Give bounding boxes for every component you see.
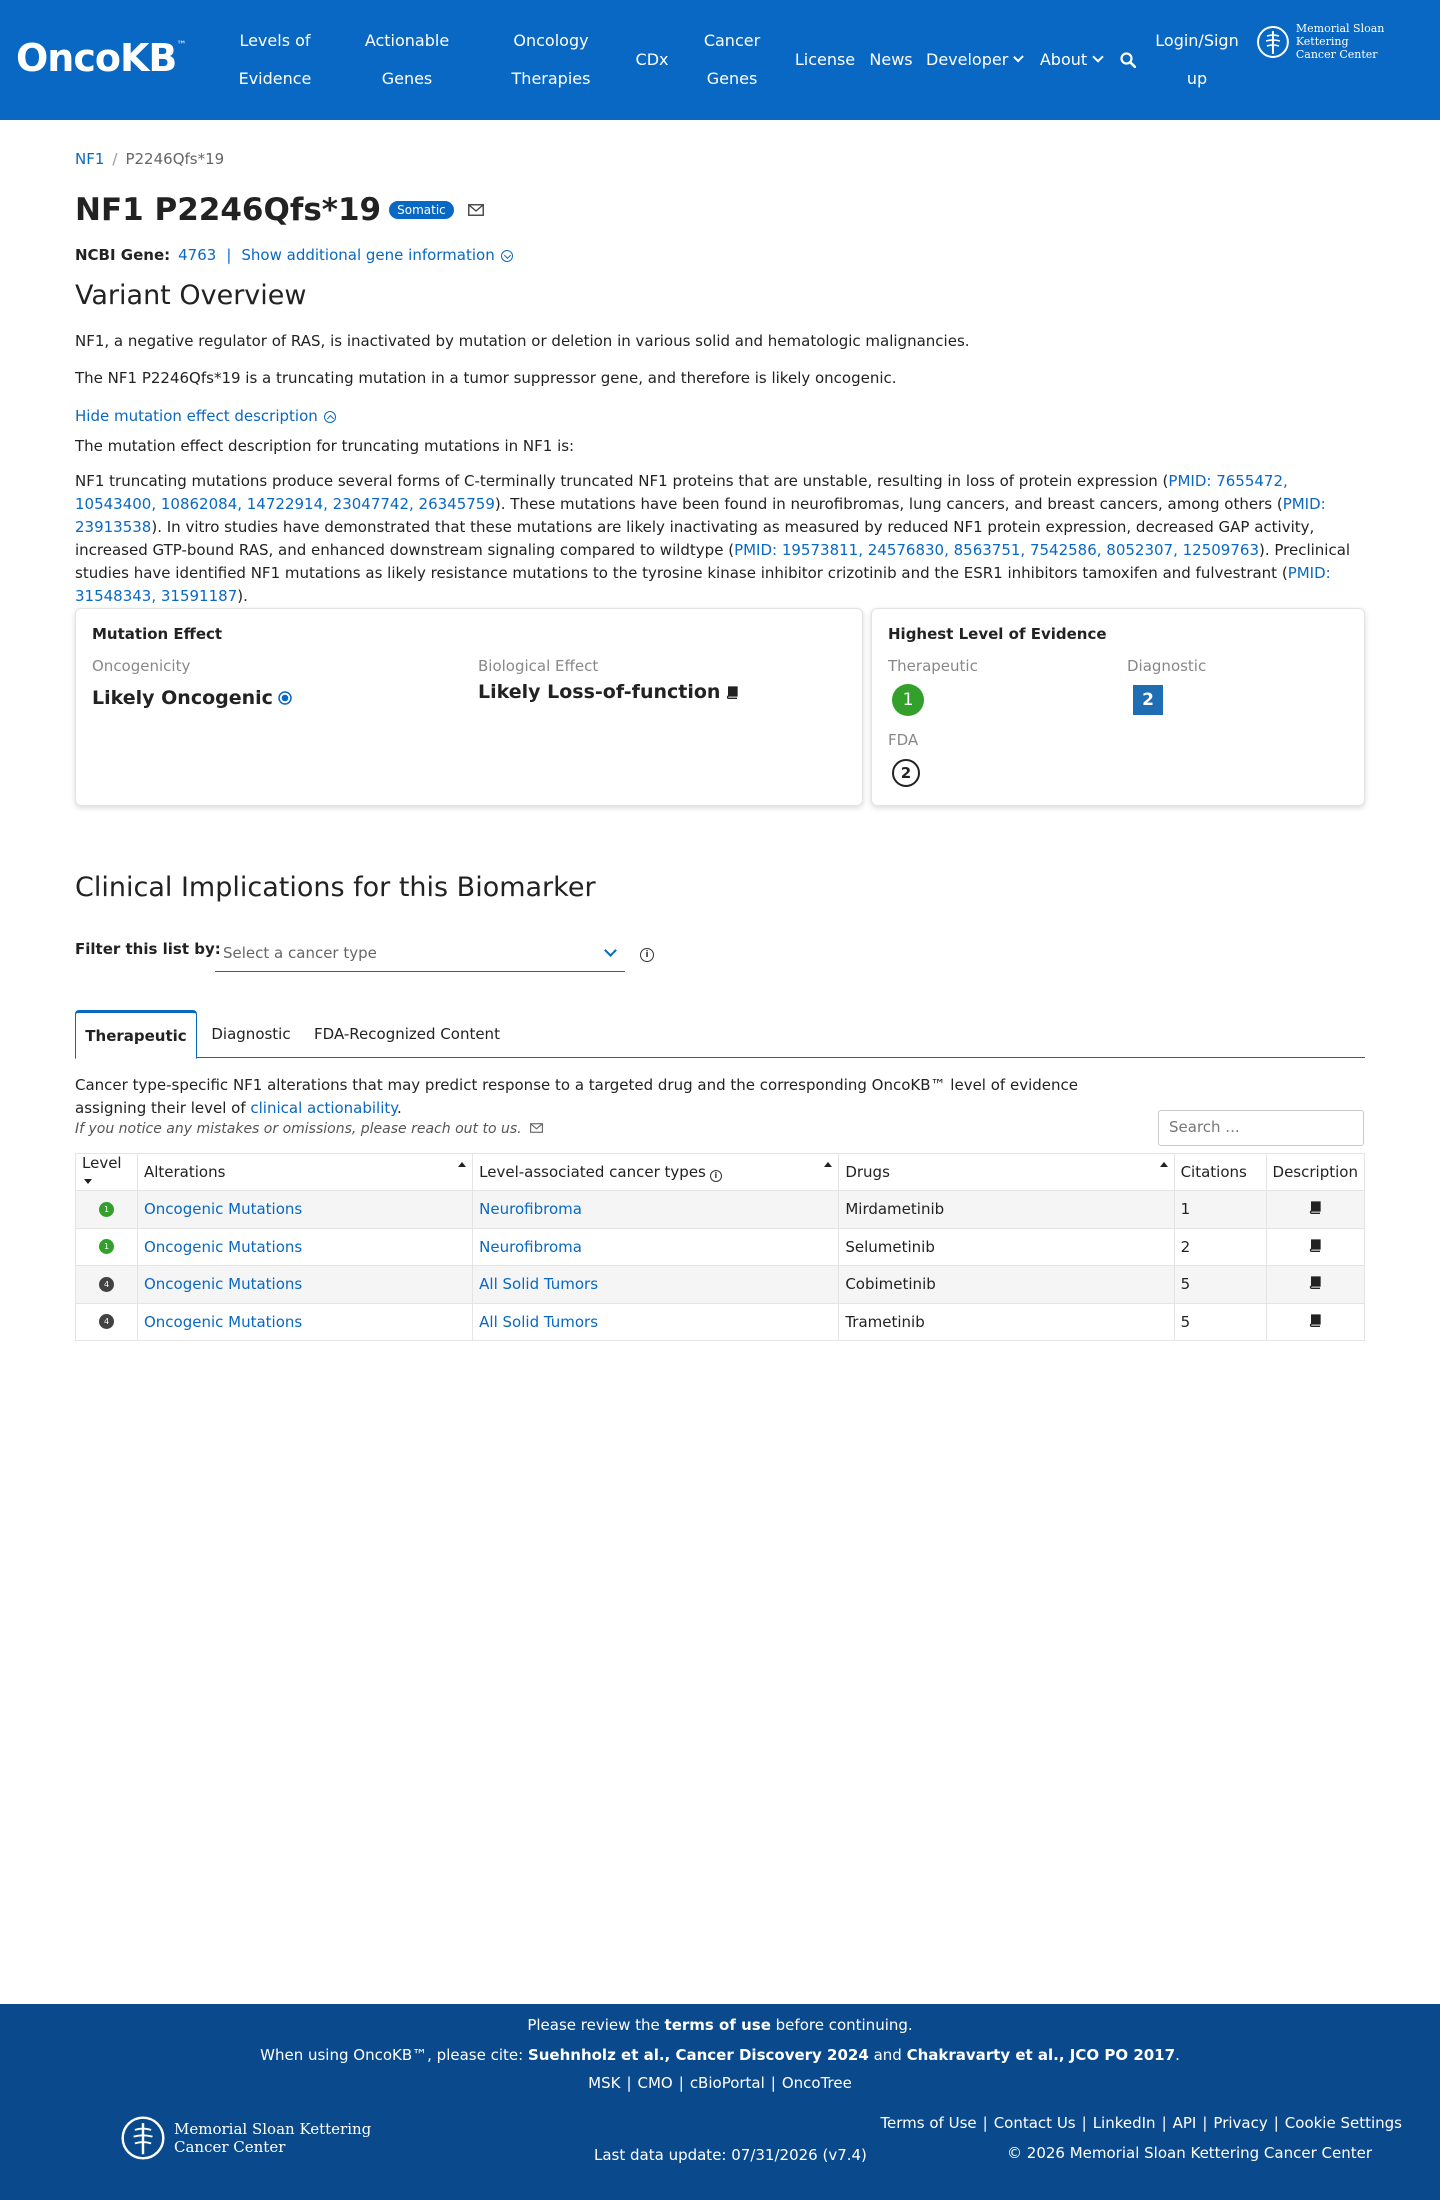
level-4-icon[interactable]: 4: [99, 1314, 114, 1329]
nav-label: Therapies: [511, 69, 591, 88]
oncogenicity-text: Likely Oncogenic: [92, 687, 273, 709]
cancer-type-cell: [473, 1228, 839, 1266]
citations-cell[interactable]: 5: [1174, 1266, 1266, 1304]
table-row[interactable]: [76, 1228, 1365, 1266]
toggle-label: Show additional gene information: [241, 246, 495, 264]
oncogenic-summary: The NF1 P2246Qfs*19 is a truncating mutation in a tumor suppressor gene, and therefore is likely oncogenic.: [75, 369, 897, 387]
nav-label: License: [794, 50, 856, 69]
tab-fda-recognized[interactable]: FDA-Recognized Content: [314, 1025, 500, 1043]
msk-text: Memorial Sloan Kettering: [1295, 22, 1385, 48]
drug-cell: Cobimetinib: [839, 1266, 1174, 1304]
oncogenicity-value: [92, 687, 292, 709]
sort-asc-icon: [1160, 1162, 1168, 1167]
separator: |: [770, 2074, 776, 2092]
chevron-down-icon: [1092, 51, 1103, 62]
level-1-icon[interactable]: 1: [99, 1239, 114, 1254]
footer: [0, 2004, 1440, 2200]
sort-asc-icon: [824, 1162, 832, 1167]
alteration-link[interactable]: Oncogenic Mutations: [143, 1237, 303, 1256]
nav-label: Cancer: [703, 31, 761, 50]
msk-link[interactable]: MSK: [588, 2074, 621, 2092]
footer-right-links: [880, 2114, 1402, 2132]
logo-text: OncoKB: [16, 36, 177, 80]
nav-label: News: [869, 50, 913, 69]
description-text: ). In vitro studies have demonstrated that these mutations are likely inactivating as measured by reduced NF1 protein expression, decreased GAP activity, increased GTP-bound RAS, and enhanced downstream signaling compared to wildtype (: [75, 518, 1315, 559]
pmid-link[interactable]: PMID: 7655472, 10543400, 10862084, 14722914, 23047742, 26345759: [75, 472, 1288, 513]
cancer-type-link[interactable]: All Solid Tumors: [479, 1275, 599, 1294]
level-cell: [76, 1266, 138, 1304]
citation-link[interactable]: Chakravarty et al., JCO PO 2017: [906, 2046, 1176, 2064]
somatic-badge: Somatic: [389, 201, 454, 219]
mail-icon[interactable]: [530, 1123, 543, 1133]
cookie-settings-link[interactable]: Cookie Settings: [1284, 2114, 1402, 2132]
variant-overview-heading: Variant Overview: [75, 280, 307, 311]
citation-link[interactable]: Suehnholz et al., Cancer Discovery 2024: [527, 2046, 869, 2064]
cancer-type-link[interactable]: Neurofibroma: [479, 1200, 582, 1219]
last-update-text: Last data update: 07/31/2026 (v7.4): [594, 2146, 867, 2164]
highest-level-evidence-card: [871, 608, 1365, 806]
biological-effect-label: Biological Effect: [478, 657, 599, 675]
footer-text: before continuing.: [770, 2016, 913, 2034]
citation-notice: [0, 2046, 1440, 2064]
description-text: assigning their level of: [75, 1099, 251, 1117]
nav-levels-of-evidence[interactable]: [220, 0, 330, 120]
nav-label: About: [1039, 50, 1088, 69]
chevron-circle-up-icon: [324, 411, 336, 423]
nav-actionable-genes[interactable]: [352, 0, 462, 120]
drug-cell: Trametinib: [839, 1303, 1174, 1341]
breadcrumb: [75, 150, 224, 168]
nav-label: Evidence: [238, 69, 312, 88]
nav-cdx[interactable]: [626, 0, 678, 120]
description-text: NF1 truncating mutations produce several forms of C-terminally truncated NF1 proteins that are unstable, resulting in loss of protein expression (: [75, 472, 1169, 490]
api-link[interactable]: API: [1172, 2114, 1197, 2132]
diagnostic-level-2-icon: 2: [1133, 685, 1163, 715]
column-drugs[interactable]: [839, 1154, 1174, 1191]
fda-level-badge[interactable]: [892, 759, 920, 787]
oncokb-logo[interactable]: [16, 36, 185, 80]
logo-tm: ™: [176, 40, 186, 51]
pmid-link[interactable]: PMID: 31548343, 31591187: [75, 564, 1331, 605]
description-cell: [1266, 1228, 1364, 1266]
separator: |: [1273, 2114, 1279, 2132]
diagnostic-label: Diagnostic: [1127, 657, 1207, 675]
mutation-effect-intro: The mutation effect description for truncating mutations in NF1 is:: [75, 437, 575, 455]
separator: |: [226, 246, 232, 264]
separator: |: [626, 2074, 632, 2092]
sort-asc-icon: [458, 1162, 466, 1167]
alteration-link[interactable]: Oncogenic Mutations: [143, 1275, 303, 1294]
tab-therapeutic[interactable]: Therapeutic: [75, 1010, 197, 1059]
chevron-down-icon: [1013, 52, 1023, 62]
nav-label: Genes: [381, 69, 433, 88]
msk-text: Memorial Sloan Kettering: [174, 2120, 372, 2138]
description-cell: [1266, 1303, 1364, 1341]
alteration-cell: [137, 1266, 472, 1304]
filter-label: Filter this list by:: [75, 940, 221, 958]
privacy-link[interactable]: Privacy: [1213, 2114, 1268, 2132]
card-title: Mutation Effect: [92, 625, 223, 643]
contact-link[interactable]: Contact Us: [993, 2114, 1076, 2132]
ncbi-gene-link[interactable]: 4763: [178, 246, 217, 264]
cancer-type-link[interactable]: All Solid Tumors: [479, 1312, 599, 1331]
therapeutic-description: [75, 1074, 1125, 1120]
biological-effect-value: [478, 681, 738, 703]
msk-text: Cancer Center: [1295, 48, 1378, 61]
diagnostic-level-badge[interactable]: [1133, 685, 1163, 715]
sort-desc-icon: [84, 1179, 92, 1184]
book-icon[interactable]: [726, 686, 738, 699]
card-title: Highest Level of Evidence: [888, 625, 1107, 643]
implications-table: [75, 1153, 1365, 1341]
clinical-implications-heading: Clinical Implications for this Biomarker: [75, 872, 596, 903]
info-icon[interactable]: i: [710, 1170, 722, 1182]
tab-diagnostic[interactable]: Diagnostic: [211, 1025, 291, 1043]
level-cell: [76, 1191, 138, 1229]
ncbi-gene-row: [75, 246, 513, 264]
fda-level-2-icon: 2: [892, 759, 920, 787]
description-text: ). Preclinical studies have identified NF1 mutations as likely resistance mutations to the tyrosine kinase inhibitor crizotinib and the ESR1 inhibitors tamoxifen and fulvestrant (: [75, 541, 1351, 582]
separator: |: [1161, 2114, 1167, 2132]
column-label: Description: [1272, 1163, 1358, 1181]
nav-developer[interactable]: [926, 0, 1022, 120]
fda-label: FDA: [888, 731, 919, 749]
citations-cell[interactable]: 1: [1174, 1191, 1266, 1229]
nav-label: up: [1186, 69, 1208, 88]
description-text: ). These mutations have been found in neurofibromas, lung cancers, and breast cancers, among others (: [494, 495, 1283, 513]
nav-cancer-genes[interactable]: [700, 0, 764, 120]
separator: |: [1081, 2114, 1087, 2132]
terms-of-use-link[interactable]: terms of use: [664, 2016, 771, 2034]
column-citations[interactable]: [1174, 1154, 1266, 1191]
page-title: NF1 P2246Qfs*19: [75, 192, 382, 228]
footer-text: and: [868, 2046, 907, 2064]
chevron-circle-down-icon: [501, 250, 513, 262]
footer-partner-links: [0, 2074, 1440, 2092]
table-row[interactable]: [76, 1191, 1365, 1229]
search-placeholder: Search ...: [1169, 1118, 1240, 1136]
level-4-icon[interactable]: 4: [99, 1277, 114, 1292]
separator: |: [982, 2114, 988, 2132]
mutation-effect-card: [75, 608, 863, 806]
evidence-tabs: [75, 1010, 1365, 1058]
footer-msk-logo[interactable]: [120, 2112, 371, 2164]
column-cancer-types[interactable]: [473, 1154, 839, 1191]
alteration-cell: [137, 1228, 472, 1266]
column-label: Alterations: [143, 1163, 226, 1181]
table-row[interactable]: [76, 1266, 1365, 1304]
cancer-type-cell: [473, 1303, 839, 1341]
nav-news[interactable]: [866, 0, 916, 120]
linkedin-link[interactable]: LinkedIn: [1092, 2114, 1156, 2132]
column-alterations[interactable]: [137, 1154, 472, 1191]
nav-oncology-therapies[interactable]: [496, 0, 606, 120]
column-label: Level-associated cancer types: [479, 1163, 706, 1181]
hide-mutation-effect-toggle[interactable]: [75, 405, 1365, 428]
msk-logo[interactable]: [1256, 22, 1440, 61]
info-icon[interactable]: i: [640, 948, 654, 962]
citations-cell[interactable]: 2: [1174, 1228, 1266, 1266]
ncbi-label: NCBI Gene:: [75, 246, 171, 264]
nav-label: Login/Sign: [1155, 31, 1239, 50]
breadcrumb-current: P2246Qfs*19: [125, 150, 225, 168]
oncogenic-icon: [278, 691, 292, 705]
level-cell: [76, 1228, 138, 1266]
footer-text: Please review the: [527, 2016, 665, 2034]
copyright-text: © 2026 Memorial Sloan Kettering Cancer Center: [1007, 2144, 1372, 2162]
nav-label: Developer: [926, 50, 1009, 69]
oncogenicity-label: Oncogenicity: [92, 657, 191, 675]
cmo-link[interactable]: CMO: [637, 2074, 673, 2092]
nav-label: Actionable: [364, 31, 450, 50]
therapeutic-level-badge[interactable]: [892, 684, 924, 716]
page-title-row: [75, 192, 484, 228]
terms-notice: [0, 2016, 1440, 2034]
description-text: Cancer type-specific NF1 alterations that may predict response to a targeted drug and the corresponding OncoKB™ level of evidence: [75, 1076, 1078, 1094]
top-navbar: [0, 0, 1440, 120]
column-label: Level: [82, 1154, 122, 1172]
column-label: Citations: [1180, 1163, 1247, 1181]
show-gene-info-toggle[interactable]: [241, 246, 512, 264]
oncotree-link[interactable]: OncoTree: [781, 2074, 852, 2092]
footer-text: When using OncoKB™, please cite:: [260, 2046, 528, 2064]
nav-label: Genes: [706, 69, 758, 88]
nav-license[interactable]: [790, 0, 860, 120]
nav-login[interactable]: [1150, 0, 1244, 120]
table-row[interactable]: [76, 1303, 1365, 1341]
notice-label: If you notice any mistakes or omissions, please reach out to us.: [75, 1121, 522, 1137]
column-label: Drugs: [845, 1163, 890, 1181]
level-1-icon[interactable]: 1: [99, 1202, 114, 1217]
nav-label: Levels of: [239, 31, 311, 50]
search-icon[interactable]: [1120, 52, 1136, 68]
msk-text: Cancer Center: [174, 2138, 286, 2156]
breadcrumb-gene-link[interactable]: NF1: [75, 150, 105, 168]
pmid-link[interactable]: PMID: 23913538: [75, 495, 1326, 536]
overview-paragraph: NF1, a negative regulator of RAS, is inactivated by mutation or deletion in various solid and hematologic malignancies.: [75, 332, 970, 350]
cancer-type-cell: [473, 1191, 839, 1229]
mutation-effect-description: [75, 470, 1365, 608]
cbioportal-link[interactable]: cBioPortal: [689, 2074, 765, 2092]
book-icon[interactable]: [1309, 1314, 1321, 1327]
therapeutic-label: Therapeutic: [888, 657, 978, 675]
column-description[interactable]: [1266, 1154, 1364, 1191]
alteration-cell: [137, 1191, 472, 1229]
description-cell: [1266, 1266, 1364, 1304]
drug-cell: Selumetinib: [839, 1228, 1174, 1266]
drug-cell: Mirdametinib: [839, 1191, 1174, 1229]
breadcrumb-separator: /: [112, 150, 118, 168]
description-cell: [1266, 1191, 1364, 1229]
alteration-link[interactable]: Oncogenic Mutations: [143, 1312, 303, 1331]
cancer-type-link[interactable]: Neurofibroma: [479, 1237, 582, 1256]
description-text: .: [397, 1099, 402, 1117]
msk-emblem-icon: [1256, 23, 1290, 61]
terms-link[interactable]: Terms of Use: [880, 2114, 977, 2132]
description-text: ).: [237, 587, 248, 605]
footer-text: .: [1175, 2046, 1180, 2064]
nav-about[interactable]: [1036, 0, 1106, 120]
citations-cell[interactable]: 5: [1174, 1303, 1266, 1341]
alteration-cell: [137, 1303, 472, 1341]
cancer-type-cell: [473, 1266, 839, 1304]
separator: |: [1202, 2114, 1208, 2132]
toggle-label: Hide mutation effect description: [75, 407, 318, 425]
clinical-actionability-link[interactable]: clinical actionability: [250, 1099, 398, 1117]
biological-effect-text: Likely Loss-of-function: [478, 681, 721, 703]
chevron-down-icon: [604, 944, 617, 957]
pmid-link[interactable]: PMID: 19573811, 24576830, 8563751, 7542586, 8052307, 12509763: [734, 541, 1259, 559]
alteration-link[interactable]: Oncogenic Mutations: [143, 1200, 303, 1219]
mail-icon[interactable]: [468, 204, 484, 216]
column-level[interactable]: [76, 1154, 138, 1191]
level-cell: [76, 1303, 138, 1341]
msk-emblem-icon: [120, 2112, 166, 2164]
book-icon[interactable]: [1309, 1239, 1321, 1252]
book-icon[interactable]: [1309, 1201, 1321, 1214]
table-header-row: [76, 1154, 1365, 1191]
nav-label: Oncology: [513, 31, 589, 50]
cancer-type-select[interactable]: [215, 938, 625, 972]
table-search-input[interactable]: [1158, 1110, 1364, 1146]
select-placeholder: Select a cancer type: [223, 944, 377, 962]
level-1-icon: 1: [892, 684, 924, 716]
separator: |: [678, 2074, 684, 2092]
nav-label: CDx: [635, 50, 669, 69]
book-icon[interactable]: [1309, 1276, 1321, 1289]
